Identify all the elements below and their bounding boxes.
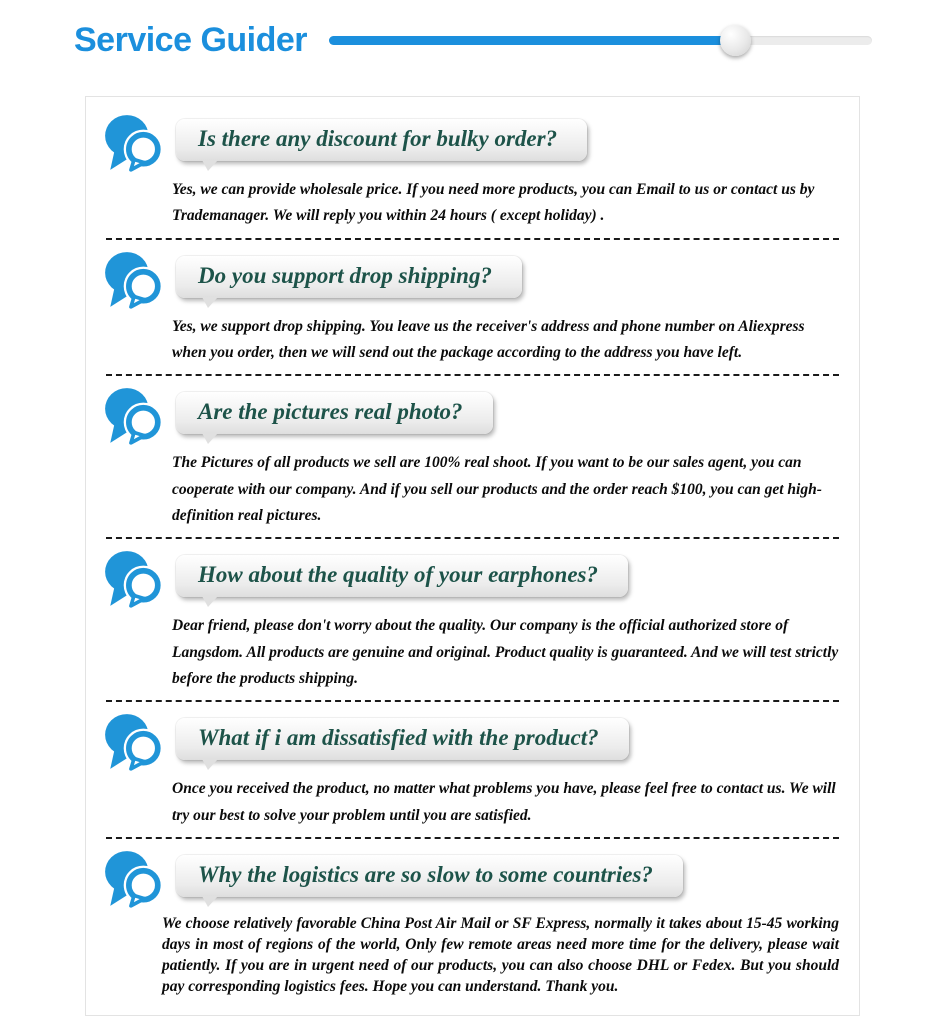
answer-text: Dear friend, please don't worry about the quality. Our company is the official authorized store of Langsdom. All products are genuine and original. Product quality is guaranteed. And we will test strictly before the products shipping.	[172, 617, 839, 688]
header	[0, 0, 950, 66]
question-bubble	[176, 119, 587, 161]
dashed-separator	[106, 837, 839, 839]
faq-item	[100, 386, 845, 529]
question-row	[100, 250, 845, 306]
chat-bubbles-icon	[102, 849, 168, 913]
question-text: Are the pictures real photo?	[198, 399, 463, 425]
chat-bubbles-icon	[102, 549, 168, 613]
question-bubble	[176, 555, 628, 597]
page-title: Service Guider	[74, 20, 308, 59]
slider-track-filled	[329, 36, 736, 45]
chat-bubbles-icon	[102, 113, 168, 177]
answer-text: Once you received the product, no matter what problems you have, please feel free to contact us. We will try our best to solve your problem until you are satisfied.	[172, 780, 836, 824]
answer-text: The Pictures of all products we sell are 100% real shoot. If you want to be our sales agent, you can cooperate with our company. And if you sell our products and the order reach $100, you can get high-definition real pictures.	[172, 454, 822, 525]
question-bubble	[176, 855, 683, 897]
answer-text: Yes, we can provide wholesale price. If you need more products, you can Email to us or contact us by Trademanager. We will reply you within 24 hours ( except holiday) .	[172, 181, 815, 225]
question-row	[100, 386, 845, 442]
question-bubble	[176, 392, 493, 434]
faq-item	[100, 113, 845, 230]
question-row	[100, 849, 845, 905]
dashed-separator	[106, 700, 839, 702]
question-row	[100, 549, 845, 605]
header-slider	[329, 24, 872, 56]
answer-text: We choose relatively favorable China Post Air Mail or SF Express, normally it takes about 15-45 working days in most of regions of the world, Only few remote areas need more time for the delivery, please wait patiently. If you are in urgent need of our products, you can also choose DHL or Fedex. But you should pay corresponding logistics fees. Hope you can understand. Thank you.	[162, 915, 839, 996]
dashed-separator	[106, 238, 839, 240]
faq-item	[100, 549, 845, 692]
question-text: What if i am dissatisfied with the product?	[198, 725, 599, 751]
answer-text: Yes, we support drop shipping. You leave us the receiver's address and phone number on Aliexpress when you order, then we will send out the package according to the address you have left.	[172, 317, 805, 362]
question-bubble	[176, 718, 629, 760]
question-row	[100, 712, 845, 768]
question-text: How about the quality of your earphones?	[198, 562, 598, 588]
question-text: Why the logistics are so slow to some countries?	[198, 862, 653, 888]
chat-bubbles-icon	[102, 386, 168, 450]
dashed-separator	[106, 537, 839, 539]
slider-knob-icon	[720, 25, 751, 56]
faq-item	[100, 849, 845, 997]
question-bubble	[176, 256, 522, 298]
question-text: Is there any discount for bulky order?	[198, 126, 558, 151]
chat-bubbles-icon	[102, 712, 168, 776]
faq-panel	[85, 96, 860, 1016]
dashed-separator	[106, 374, 839, 376]
question-row	[100, 113, 845, 169]
faq-item	[100, 250, 845, 367]
chat-bubbles-icon	[102, 250, 168, 314]
faq-item	[100, 712, 845, 829]
question-text: Do you support drop shipping?	[198, 262, 492, 288]
